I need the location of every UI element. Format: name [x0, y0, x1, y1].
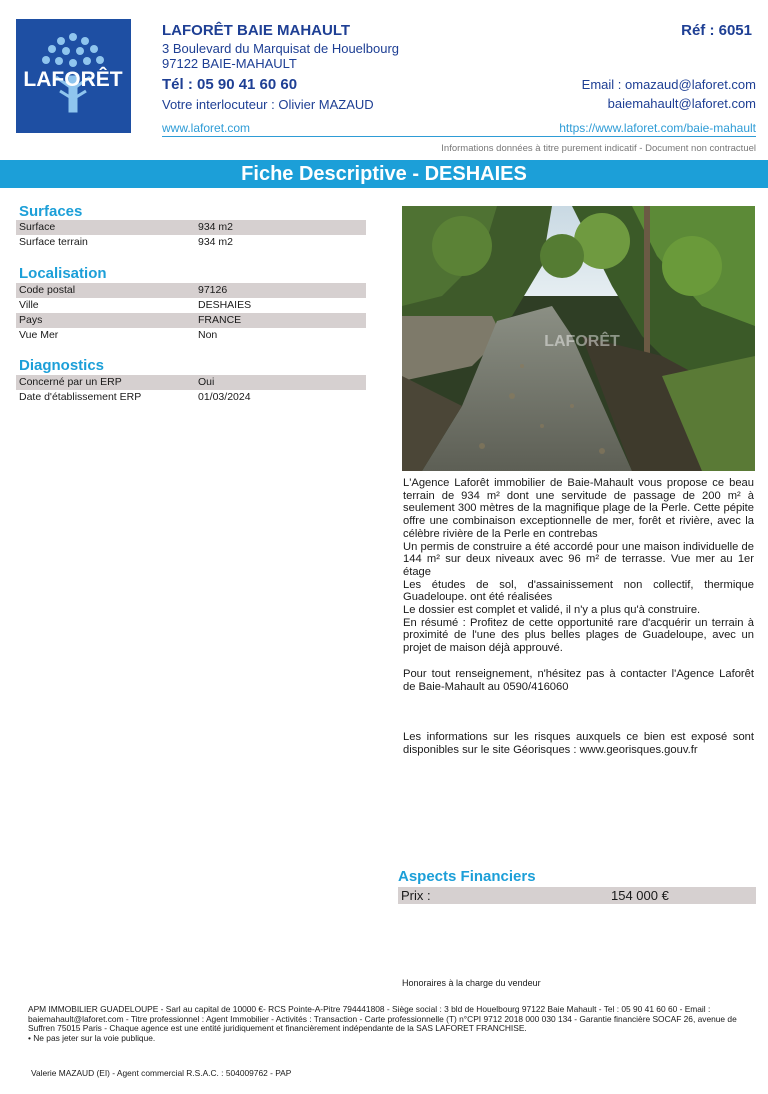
- tree-logo-icon: [16, 19, 131, 133]
- address-line1: 3 Boulevard du Marquisat de Houelbourg: [162, 41, 400, 56]
- row-label: Surface: [19, 221, 56, 233]
- table-row: [16, 220, 366, 235]
- forest-path-photo: [402, 206, 755, 471]
- table-row: [16, 298, 366, 313]
- agent-info: Valerie MAZAUD (EI) - Agent commercial R.S.A.C. : 504009762 - PAP: [31, 1068, 292, 1078]
- table-row: [16, 313, 366, 328]
- table-row: [16, 328, 366, 343]
- section-title-financial: Aspects Financiers: [398, 868, 536, 885]
- website-link[interactable]: www.laforet.com: [162, 121, 251, 135]
- row-value: Oui: [198, 376, 215, 388]
- row-label: Code postal: [19, 284, 76, 296]
- description-paragraph: L'Agence Laforêt immobilier de Baie-Mahault vous propose ce beau terrain de 934 m² dont une servitude de passage de 200 m² à seulement 300 mètres de la magnifique plage de la Perle. Cette pépite offre une combinaison exceptionnelle de mer, forêt et rivière, avec la célèbre rivière de la Perle en contrebas: [403, 477, 754, 540]
- address-line2: 97122 BAIE-MAHAULT: [162, 56, 297, 71]
- phone-number: Tél : 05 90 41 60 60: [162, 76, 298, 93]
- section-title-diagnostics: Diagnostics: [19, 357, 105, 374]
- email-secondary[interactable]: baiemahault@laforet.com: [607, 96, 756, 111]
- legal-text: APM IMMOBILIER GUADELOUPE - Sarl au capital de 10000 €- RCS Pointe-A-Pitre 794441808 - Siège social : 3 bld de Houelbourg 97122 Baie Mahault - Tel : 05 90 41 60 60 - Email : baiemahault@laforet.com - Titre professionnel : Agent Immobilier - Activités : Transaction - Carte professionnelle (T) n°CPI 9712 2018 000 030 134 - Garantie financière SOCAF 26, avenue de Suffren 75015 Paris - Chaque agence est une entité juridiquement et financièrement indépendante de la SAS LAFORET FRANCHISE.: [28, 1004, 737, 1034]
- email-primary[interactable]: Email : omazaud@laforet.com: [581, 77, 756, 92]
- localisation-table: [16, 283, 366, 343]
- page-title: Fiche Descriptive - DESHAIES: [241, 162, 527, 185]
- interlocutor: Votre interlocuteur : Olivier MAZAUD: [162, 97, 374, 112]
- reference-number: Réf : 6051: [681, 22, 752, 39]
- litter-note: • Ne pas jeter sur la voie publique.: [28, 1032, 156, 1043]
- description-paragraph: Le dossier est complet et validé, il n'y a plus qu'à construire.: [403, 604, 701, 617]
- description-paragraph: Un permis de construire a été accordé pour une maison individuelle de 144 m² sur deux niveaux avec 96 m² de terrasse. Vue mer au 1er étage: [403, 540, 754, 578]
- row-label: Surface terrain: [19, 236, 88, 248]
- section-title-surfaces: Surfaces: [19, 203, 83, 220]
- row-value: DESHAIES: [198, 299, 252, 311]
- row-label: Pays: [19, 314, 43, 326]
- section-title-localisation: Localisation: [19, 265, 107, 282]
- row-label: Vue Mer: [19, 329, 59, 341]
- title-band: [0, 160, 768, 188]
- row-label: Concerné par un ERP: [19, 376, 122, 388]
- row-value: 97126: [198, 284, 228, 296]
- description-paragraph: Pour tout renseignement, n'hésitez pas à contacter l'Agence Laforêt de Baie-Mahault au 0590/416060: [403, 667, 754, 693]
- property-description: [403, 477, 754, 757]
- row-value: 01/03/2024: [198, 391, 251, 403]
- agency-name: LAFORÊT BAIE MAHAULT: [162, 22, 351, 39]
- table-row: [16, 375, 366, 390]
- fees-note: Honoraires à la charge du vendeur: [402, 978, 541, 988]
- photo-watermark: LAFORÊT: [544, 333, 620, 350]
- agency-url-link[interactable]: https://www.laforet.com/baie-mahault: [559, 121, 756, 135]
- description-paragraph: En résumé : Profitez de cette opportunité rare d'acquérir un terrain à proximité de l'une des plus belles plages de Guadeloupe, avec un projet de maison déjà approuvé.: [403, 616, 754, 655]
- row-value: 934 m2: [198, 221, 234, 233]
- row-value: 934 m2: [198, 236, 234, 248]
- price-label: Prix :: [401, 888, 431, 903]
- surfaces-table: [16, 220, 366, 250]
- disclaimer: Informations données à titre purement indicatif - Document non contractuel: [441, 143, 756, 154]
- table-row: [16, 390, 366, 405]
- price-row: [398, 887, 756, 904]
- laforet-logo: [16, 19, 131, 133]
- row-value: Non: [198, 329, 218, 341]
- row-label: Date d'établissement ERP: [19, 391, 142, 403]
- row-label: Ville: [19, 299, 39, 311]
- logo-text: LAFORÊT: [23, 68, 123, 91]
- legal-footer: [28, 1005, 743, 1043]
- header-divider: [162, 136, 756, 137]
- price-value: 154 000 €: [611, 888, 669, 903]
- description-paragraph: Les études de sol, d'assainissement non collectif, thermique Guadeloupe. ont été réalisées: [403, 578, 754, 604]
- diagnostics-table: [16, 375, 366, 405]
- georisques-info: Les informations sur les risques auxquels ce bien est exposé sont disponibles sur le site Géorisques : www.georisques.gouv.fr: [403, 731, 754, 756]
- row-value: FRANCE: [198, 314, 242, 326]
- table-row: [16, 235, 366, 250]
- table-row: [16, 283, 366, 298]
- property-photo: [402, 206, 755, 471]
